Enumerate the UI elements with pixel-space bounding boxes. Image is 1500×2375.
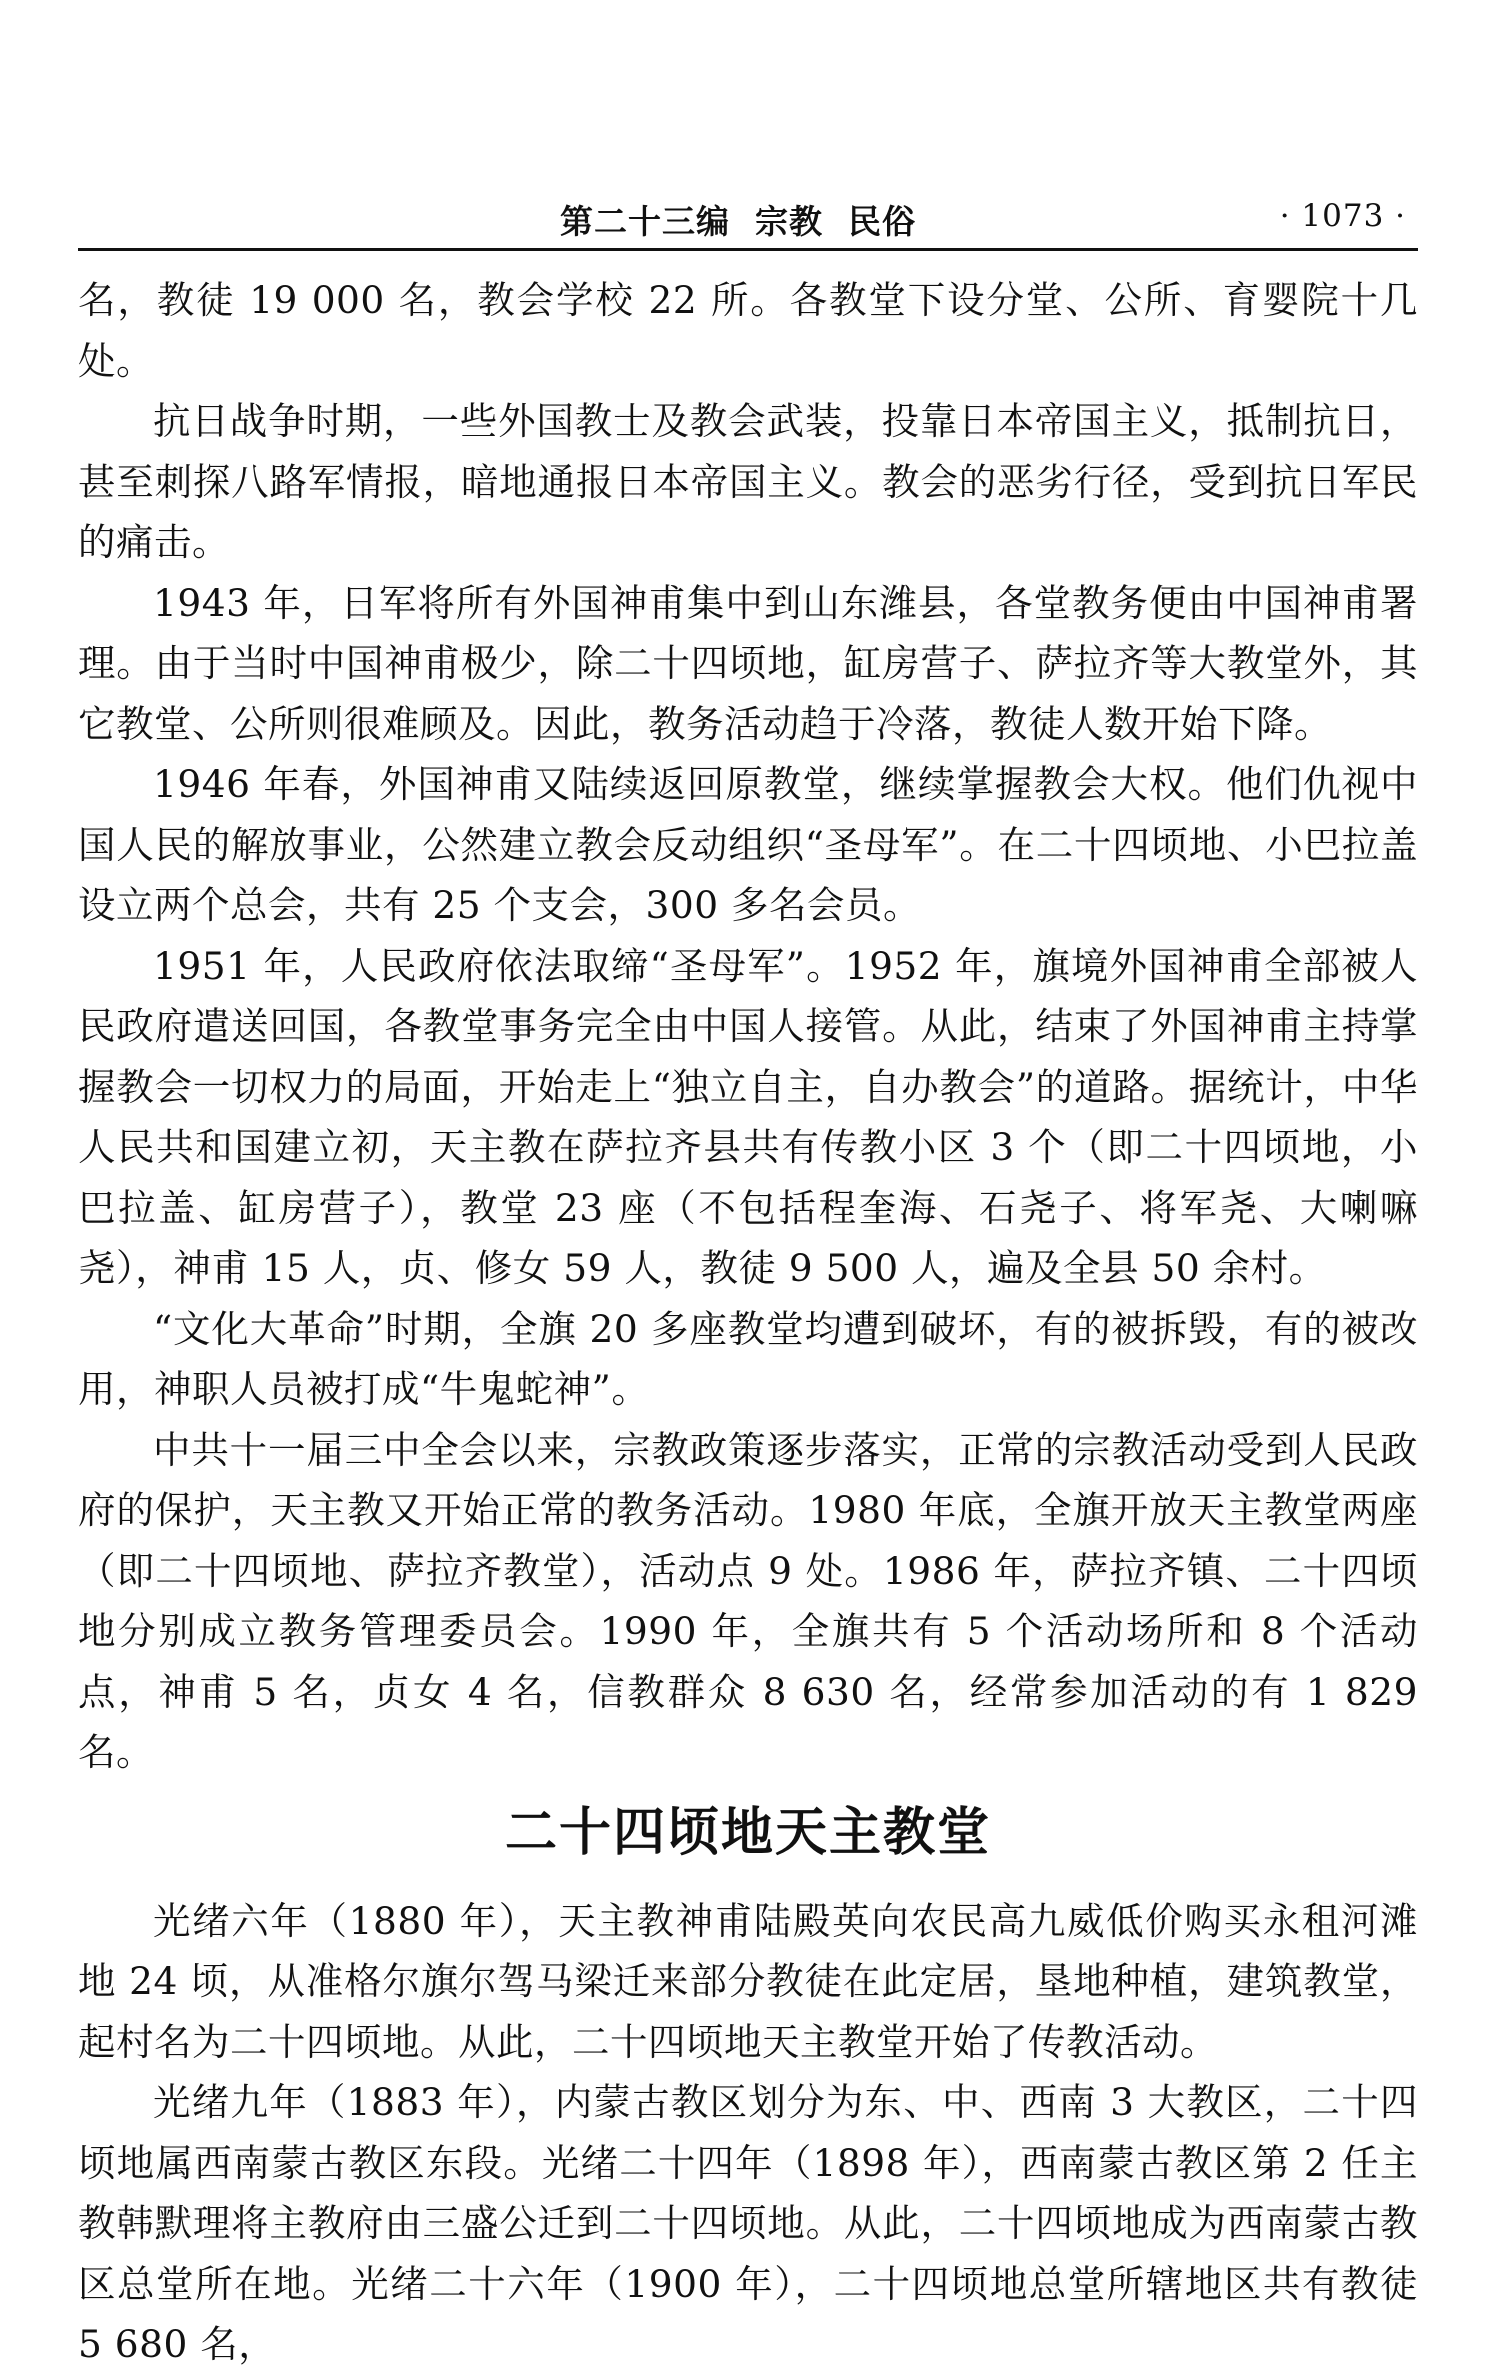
book-page xyxy=(78,0,1418,2366)
paragraph: 名，教徒 19 000 名，教会学校 22 所。各教堂下设分堂、公所、育婴院十几处。 xyxy=(78,278,1418,383)
paragraph: 中共十一届三中全会以来，宗教政策逐步落实，正常的宗教活动受到人民政府的保护，天主教又开始正常的教务活动。1980 年底，全旗开放天主教堂两座（即二十四顷地、萨拉齐教堂），活动点 9 处。1986 年，萨拉齐镇、二十四顷地分别成立教务管理委员会。1990 年，全旗共有 5 个活动场所和 8 个活动点，神甫 5 名，贞女 4 名，信教群众 8 630 名，经常参加活动的有 1 829 名。 xyxy=(78,1427,1418,1774)
section-heading: 二十四顷地天主教堂 xyxy=(504,1802,991,1863)
paragraph: “文化大革命”时期，全旗 20 多座教堂均遭到破坏，有的被拆毁，有的被改用，神职人员被打成“牛鬼蛇神”。 xyxy=(78,1306,1418,1411)
paragraph: 1951 年，人民政府依法取缔“圣母军”。1952 年，旗境外国神甫全部被人民政府遣送回国，各教堂事务完全由中国人接管。从此，结束了外国神甫主持掌握教会一切权力的局面，开始走上“独立自主，自办教会”的道路。据统计，中华人民共和国建立初，天主教在萨拉齐县共有传教小区 3 个（即二十四顷地，小巴拉盖、缸房营子），教堂 23 座（不包括程奎海、石尧子、将军尧、大喇嘛尧），神甫 15 人，贞、修女 59 人，教徒 9 500 人，遍及全县 50 余村。 xyxy=(78,943,1418,1290)
page-number: · 1073 · xyxy=(1279,198,1406,234)
paragraph: 光绪六年（1880 年），天主教神甫陆殿英向农民高九威低价购买永租河滩地 24 顷，从准格尔旗尔驾马梁迁来部分教徒在此定居，垦地种植，建筑教堂，起村名为二十四顷地。从此，二十四顷地天主教堂开始了传教活动。 xyxy=(78,1898,1418,2064)
paragraph: 光绪九年（1883 年），内蒙古教区划分为东、中、西南 3 大教区，二十四顷地属西南蒙古教区东段。光绪二十四年（1898 年），西南蒙古教区第 2 任主教韩默理将主教府由三盛公迁到二十四顷地。从此，二十四顷地成为西南蒙古教区总堂所在地。光绪二十六年（1900 年），二十四顷地总堂所辖地区共有教徒 5 680 名， xyxy=(78,2080,1418,2366)
paragraph: 1946 年春，外国神甫又陆续返回原教堂，继续掌握教会大权。他们仇视中国人民的解放事业，公然建立教会反动组织“圣母军”。在二十四顷地、小巴拉盖设立两个总会，共有 25 个支会，300 多名会员。 xyxy=(78,762,1418,927)
running-title: 第二十三编 宗教 民俗 xyxy=(560,202,916,241)
page-header xyxy=(78,196,1418,251)
body-text xyxy=(78,270,1418,2375)
paragraph: 抗日战争时期，一些外国教士及教会武装，投靠日本帝国主义，抵制抗日，甚至刺探八路军情报，暗地通报日本帝国主义。教会的恶劣行径，受到抗日军民的痛击。 xyxy=(78,399,1418,564)
paragraph: 1943 年，日军将所有外国神甫集中到山东潍县，各堂教务便由中国神甫署理。由于当时中国神甫极少，除二十四顷地，缸房营子、萨拉齐等大教堂外，其它教堂、公所则很难顾及。因此，教务活动趋于冷落，教徒人数开始下降。 xyxy=(78,580,1418,746)
